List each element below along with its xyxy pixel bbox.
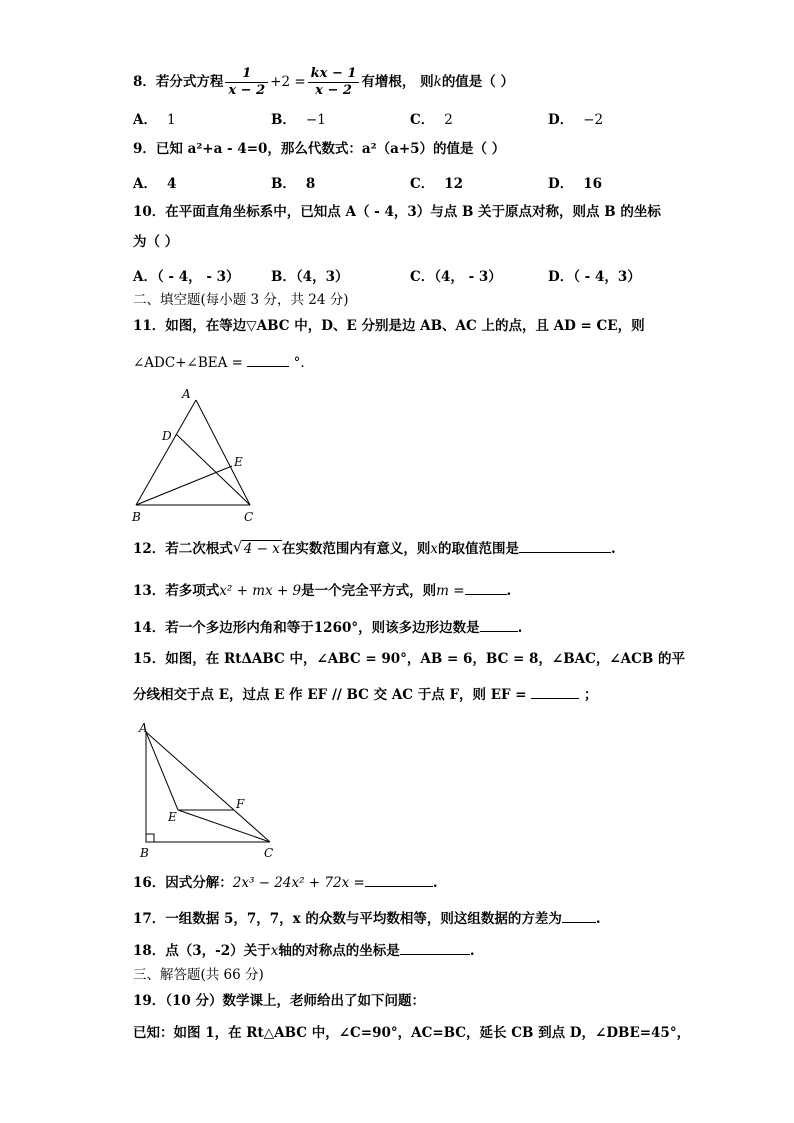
q13-mid: 是一个完全平方式，则	[301, 583, 437, 599]
q8-stem: 8．若分式方程	[133, 74, 224, 90]
q10-option-d[interactable]	[548, 265, 641, 285]
option-value: （ - 4，3）	[573, 269, 641, 285]
q11-expression: ∠ADC+∠BEA =	[133, 355, 243, 371]
q8-frac1-den: x − 2	[228, 83, 266, 98]
question-16	[133, 874, 438, 892]
section-3-heading: 三、解答题(共 66 分)	[133, 967, 264, 983]
option-label: A．	[133, 112, 157, 128]
question-14	[133, 619, 522, 637]
option-label: D．	[548, 112, 574, 128]
option-value: −2	[583, 112, 604, 128]
q10-option-b[interactable]	[271, 265, 348, 285]
question-10-line1: 10．在平面直角坐标系中，已知点 A（ - 4，3）与点 B 关于原点对称，则点 B 的坐标	[133, 204, 661, 220]
q10-option-a[interactable]	[133, 265, 240, 285]
q8-option-a[interactable]	[133, 108, 176, 128]
question-12	[133, 540, 616, 558]
q17-answer-blank[interactable]	[562, 922, 596, 923]
q11-label-d: D	[162, 429, 172, 443]
q11-side-ab	[136, 400, 196, 505]
option-label: B．	[271, 176, 296, 192]
q15-side-ac	[146, 732, 270, 842]
option-label: C．	[410, 112, 435, 128]
q16-expression: 2x³ − 24x² + 72x =	[232, 875, 365, 891]
option-value: （ - 4， - 3）	[156, 269, 240, 285]
option-value: 4	[166, 176, 177, 192]
q13-answer-blank[interactable]	[465, 594, 507, 595]
q16-stem: 16．因式分解：	[133, 875, 233, 891]
q11-label-c: C	[244, 510, 254, 524]
q13-var-m: m =	[436, 583, 465, 599]
q11-segment-be	[136, 466, 232, 505]
option-value: 12	[444, 176, 464, 192]
option-value: −1	[305, 112, 326, 128]
question-10-line2: 为（ ）	[133, 234, 179, 250]
q14-stem: 14．若一个多边形内角和等于1260°，则该多边形边数是	[133, 620, 480, 636]
q9-option-b[interactable]	[271, 172, 315, 192]
q12-var-x: x	[430, 541, 439, 557]
q9-option-c[interactable]	[410, 172, 463, 192]
q11-label-e: E	[234, 455, 243, 469]
q13-expression: x² + mx + 9	[219, 583, 302, 599]
q12-answer-blank[interactable]	[519, 552, 611, 553]
question-9: 9．已知 a²+a - 4=0，那么代数式：a²（a+5）的值是（ ）	[133, 141, 506, 157]
q11-label-a: A	[182, 387, 191, 401]
q8-option-d[interactable]	[548, 108, 603, 128]
option-label: D．	[548, 176, 574, 192]
option-label: C．	[410, 176, 435, 192]
q8-frac2-num: kx − 1	[308, 66, 360, 83]
q18-var-x: x	[270, 943, 279, 959]
q8-option-b[interactable]	[271, 108, 326, 128]
q12-mid: 在实数范围内有意义，则	[281, 541, 431, 557]
right-angle-icon	[146, 834, 154, 842]
question-11-line2	[133, 354, 305, 372]
q11-answer-blank[interactable]	[247, 366, 289, 367]
question-19-line2: 已知：如图 1，在 Rt△ABC 中，∠C=90°，AC=BC，延长 CB 到点 D，∠DBE=45°，	[133, 1025, 691, 1041]
option-value: （4，3）	[295, 269, 349, 285]
q11-label-b: B	[132, 510, 141, 524]
question-11-line1: 11．如图，在等边▽ABC 中，D、E 分别是边 AB、AC 上的点，且 AD = CE，则	[133, 318, 645, 334]
q8-post3: 的值是（ ）	[441, 74, 515, 90]
q17-end: .	[595, 911, 601, 927]
question-18	[133, 942, 475, 960]
q16-end: .	[432, 875, 438, 891]
q11-segment-dc	[176, 434, 250, 505]
q11-triangle-figure	[126, 384, 266, 528]
q15-label-f: F	[236, 797, 245, 811]
q11-side-ac	[196, 400, 250, 505]
q18-answer-blank[interactable]	[400, 954, 470, 955]
q8-var-k: k	[433, 74, 442, 90]
q12-stem: 12．若二次根式	[133, 541, 233, 557]
q8-post1: 有增根， 则	[361, 74, 434, 90]
q14-end: .	[517, 620, 523, 636]
question-8	[133, 66, 514, 99]
q15-expression: 分线相交于点 E，过点 E 作 EF // BC 交 AC 于点 F，则 EF =	[133, 687, 527, 703]
question-17	[133, 910, 601, 928]
q15-triangle-figure	[134, 718, 284, 862]
q15-label-b: B	[140, 846, 149, 860]
q12-post: 的取值范围是	[438, 541, 520, 557]
question-15-line2	[133, 686, 598, 704]
q18-stem: 18．点（3，-2）关于	[133, 943, 271, 959]
q14-answer-blank[interactable]	[480, 631, 518, 632]
section-2-heading: 二、填空题(每小题 3 分，共 24 分)	[133, 292, 349, 308]
option-value: 1	[166, 112, 176, 128]
q16-answer-blank[interactable]	[365, 886, 433, 887]
q11-unit: °.	[293, 355, 305, 371]
q15-bisector-ae	[146, 732, 178, 810]
q8-option-c[interactable]	[410, 108, 453, 128]
q18-end: .	[469, 943, 475, 959]
option-value: （4， - 3）	[434, 269, 502, 285]
option-value: 8	[305, 176, 316, 192]
q15-label-e: E	[168, 810, 177, 824]
q8-frac2-den: x − 2	[315, 83, 352, 98]
option-label: A．	[133, 176, 157, 192]
q9-option-a[interactable]	[133, 172, 176, 192]
q9-option-d[interactable]	[548, 172, 602, 192]
option-value: 2	[444, 112, 453, 128]
q12-sqrt	[233, 540, 282, 558]
question-15-line1: 15．如图，在 RtΔABC 中，∠ABC = 90°，AB = 6，BC = 8，∠BAC，∠ACB 的平	[133, 651, 686, 667]
option-label: B．	[271, 269, 296, 285]
q12-radicand: 4 − x	[243, 541, 280, 557]
sqrt-icon: √	[232, 538, 243, 556]
q17-stem: 17．一组数据 5，7，7，x 的众数与平均数相等，则这组数据的方差为	[133, 911, 562, 927]
option-label: C．	[410, 269, 435, 285]
q15-label-c: C	[264, 846, 274, 860]
q8-fraction-1	[225, 66, 268, 99]
q15-end: ；	[584, 687, 598, 703]
q8-fraction-2	[308, 66, 360, 99]
option-label: B．	[271, 112, 296, 128]
q15-bisector-ec	[178, 810, 270, 842]
q15-answer-blank[interactable]	[531, 698, 579, 699]
question-13	[133, 582, 511, 600]
q13-stem: 13．若多项式	[133, 583, 220, 599]
q13-end: .	[506, 583, 512, 599]
q12-end: .	[611, 541, 616, 557]
option-value: 16	[583, 176, 603, 192]
q8-mid: +2 =	[270, 74, 306, 90]
option-label: D．	[548, 269, 574, 285]
q8-frac1-num: 1	[225, 66, 268, 83]
q15-label-a: A	[139, 721, 148, 735]
question-19-line1: 19．（10 分）数学课上，老师给出了如下问题：	[133, 993, 426, 1009]
q18-post: 轴的对称点的坐标是	[278, 943, 400, 959]
option-label: A．	[133, 269, 157, 285]
q10-option-c[interactable]	[410, 265, 502, 285]
